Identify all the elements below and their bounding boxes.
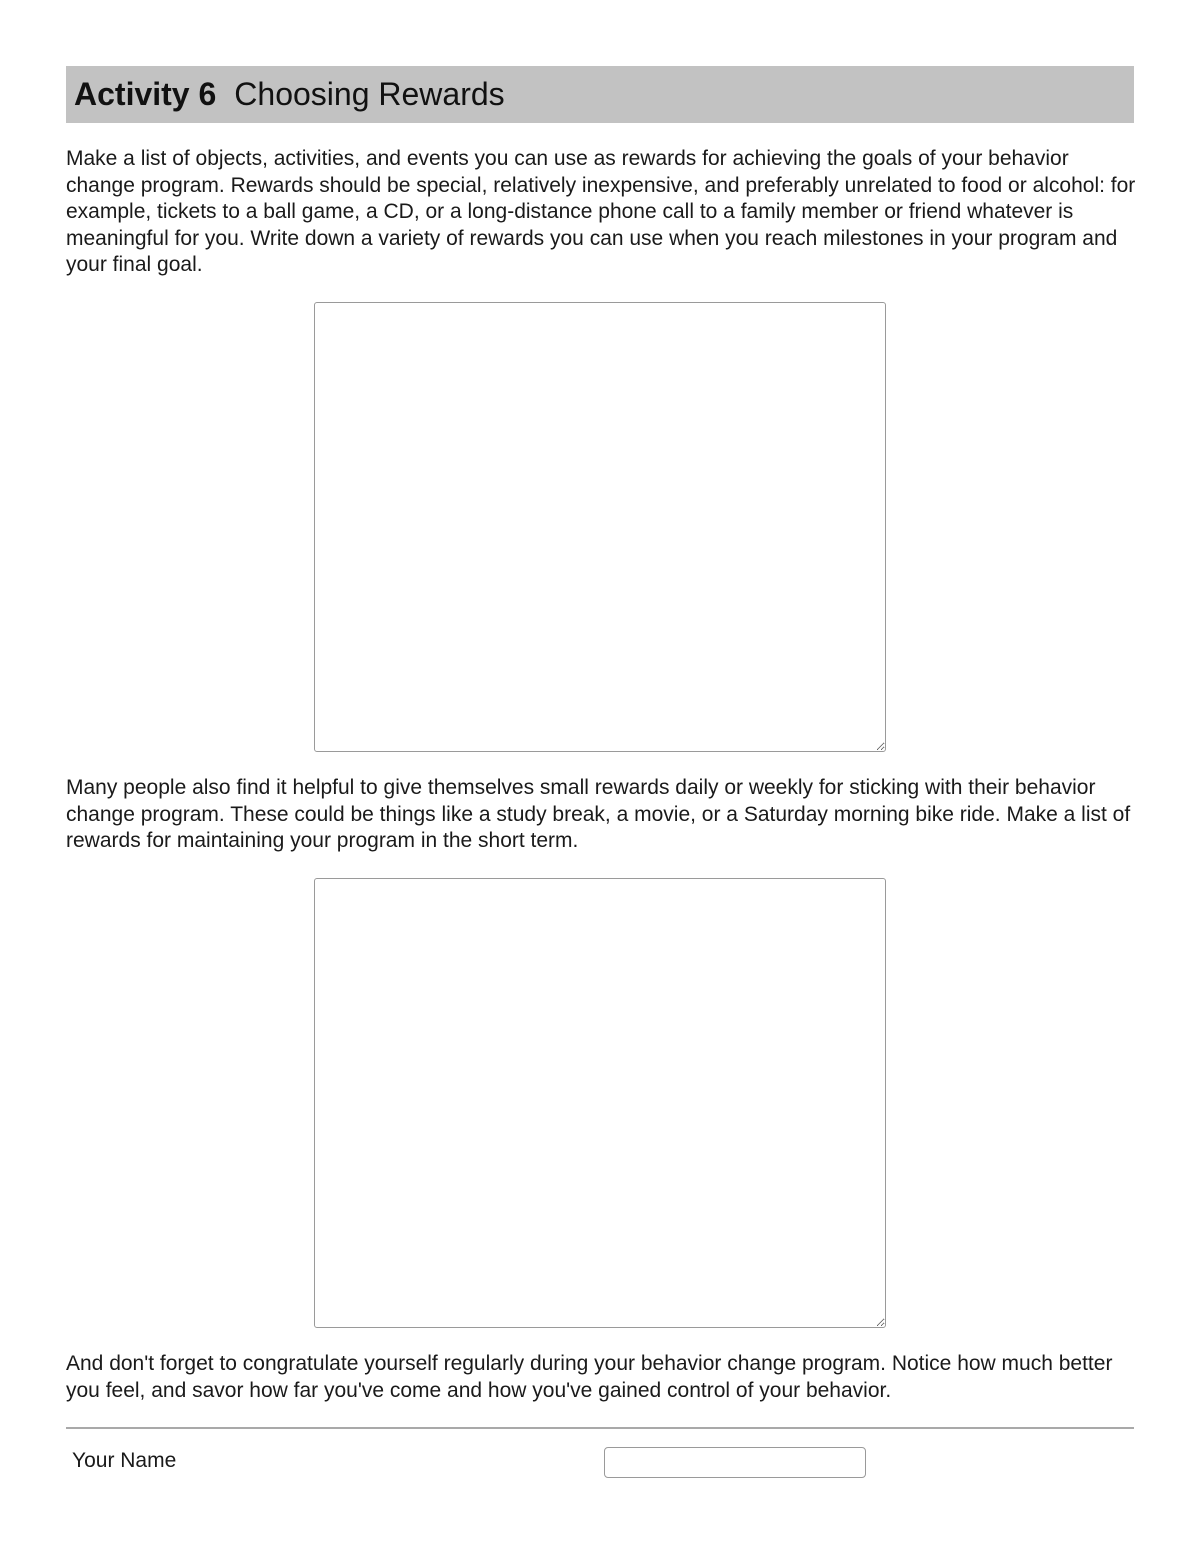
short-term-paragraph: Many people also find it helpful to give themselves small rewards daily or weekly for sticking with their behavior change program. These could be things like a study break, a movie, or a Saturday morning bike ride. Make a list of rewards for maintaining your program in the short term. — [66, 776, 1131, 853]
closing-paragraph: And don't forget to congratulate yourself regularly during your behavior change program. Notice how much better you feel, and savor how far you've come and how you've gained control of your behavior. — [66, 1352, 1113, 1402]
short-term-rewards-textarea[interactable] — [314, 878, 886, 1328]
rewards-textarea[interactable] — [314, 302, 886, 752]
activity-header — [66, 66, 1134, 123]
activity-number: Activity 6 — [74, 76, 217, 112]
intro-paragraph: Make a list of objects, activities, and events you can use as rewards for achieving the goals of your behavior change program. Rewards should be special, relatively inexpensive, and preferably unrelated to food or alcohol: for example, tickets to a ball game, a CD, or a long-distance phone call to a family member or friend whatever is meaningful for you. Write down a variety of rewards you can use when you reach milestones in your program and your final goal. — [66, 147, 1136, 277]
divider — [66, 1427, 1134, 1429]
your-name-input[interactable] — [604, 1447, 866, 1478]
your-name-label: Your Name — [72, 1449, 177, 1472]
activity-title: Choosing Rewards — [234, 76, 505, 112]
